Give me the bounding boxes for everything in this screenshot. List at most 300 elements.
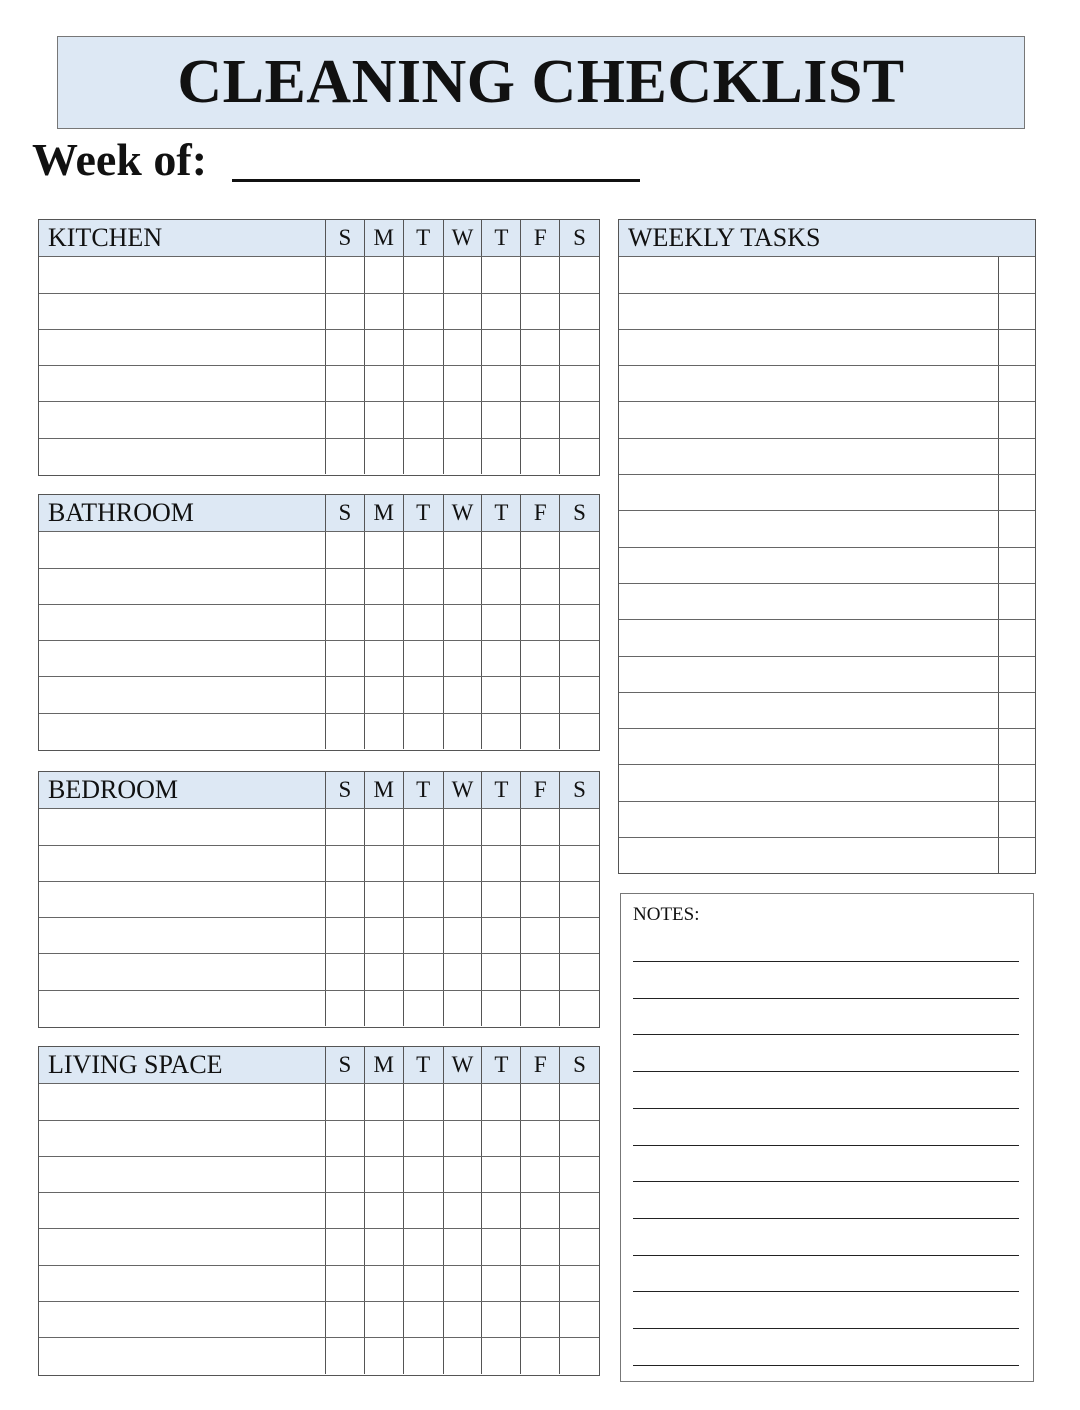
day-checkbox[interactable] <box>325 1266 364 1301</box>
day-checkbox[interactable] <box>481 1157 520 1192</box>
day-checkbox[interactable] <box>403 1266 443 1301</box>
day-checkbox[interactable] <box>364 954 403 989</box>
day-checkbox[interactable] <box>559 330 599 365</box>
day-checkbox[interactable] <box>325 991 364 1026</box>
task-row <box>39 1083 599 1119</box>
day-checkbox[interactable] <box>403 991 443 1026</box>
day-checkbox[interactable] <box>481 1302 520 1337</box>
day-checkbox[interactable] <box>325 257 364 292</box>
weekly-task-checkbox[interactable] <box>998 620 1035 655</box>
task-row <box>39 1192 599 1228</box>
week-of-label: Week of: <box>32 134 208 185</box>
day-checkbox[interactable] <box>325 605 364 640</box>
day-header: S <box>559 1047 599 1083</box>
day-checkbox[interactable] <box>364 1229 403 1264</box>
day-checkbox[interactable] <box>325 294 364 329</box>
weekly-task-field[interactable] <box>619 729 998 764</box>
day-header: W <box>443 1047 482 1083</box>
day-checkbox[interactable] <box>325 954 364 989</box>
day-checkbox[interactable] <box>520 918 559 953</box>
day-checkbox[interactable] <box>481 846 520 881</box>
weekly-task-field[interactable] <box>619 439 998 474</box>
day-checkbox[interactable] <box>403 918 443 953</box>
day-checkbox[interactable] <box>559 402 599 437</box>
day-checkbox[interactable] <box>403 402 443 437</box>
week-of-field[interactable] <box>232 179 640 182</box>
task-name-field[interactable] <box>39 714 325 749</box>
day-checkbox[interactable] <box>443 1302 482 1337</box>
day-checkbox[interactable] <box>443 1084 482 1119</box>
day-checkbox[interactable] <box>364 1193 403 1228</box>
weekly-task-field[interactable] <box>619 693 998 728</box>
day-checkbox[interactable] <box>559 439 599 474</box>
day-checkbox[interactable] <box>403 1193 443 1228</box>
day-checkbox[interactable] <box>559 1084 599 1119</box>
day-checkbox[interactable] <box>403 809 443 844</box>
day-checkbox[interactable] <box>481 439 520 474</box>
weekly-task-field[interactable] <box>619 330 998 365</box>
task-name-field[interactable] <box>39 1266 325 1301</box>
day-checkbox[interactable] <box>403 294 443 329</box>
weekly-task-checkbox[interactable] <box>998 657 1035 692</box>
task-name-field[interactable] <box>39 846 325 881</box>
day-checkbox[interactable] <box>443 714 482 749</box>
day-checkbox[interactable] <box>481 714 520 749</box>
day-checkbox[interactable] <box>364 257 403 292</box>
day-checkbox[interactable] <box>364 366 403 401</box>
task-name-field[interactable] <box>39 257 325 292</box>
task-name-field[interactable] <box>39 677 325 712</box>
day-checkbox[interactable] <box>520 1121 559 1156</box>
day-checkbox[interactable] <box>520 605 559 640</box>
task-row <box>39 808 599 844</box>
day-checkbox[interactable] <box>325 569 364 604</box>
day-checkbox[interactable] <box>559 1121 599 1156</box>
weekly-task-row <box>619 256 1035 292</box>
day-checkbox[interactable] <box>559 641 599 676</box>
day-header: M <box>364 495 403 531</box>
day-checkbox[interactable] <box>364 991 403 1026</box>
checklist-section-bathroom <box>38 494 600 751</box>
day-checkbox[interactable] <box>520 882 559 917</box>
weekly-task-checkbox[interactable] <box>998 802 1035 837</box>
day-checkbox[interactable] <box>520 954 559 989</box>
day-checkbox[interactable] <box>559 1338 599 1373</box>
day-checkbox[interactable] <box>325 641 364 676</box>
checklist-section-living-space <box>38 1046 600 1376</box>
day-header: T <box>481 220 520 256</box>
checklist-section-kitchen <box>38 219 600 476</box>
weekly-task-checkbox[interactable] <box>998 729 1035 764</box>
day-checkbox[interactable] <box>481 366 520 401</box>
day-checkbox[interactable] <box>443 809 482 844</box>
day-checkbox[interactable] <box>520 677 559 712</box>
note-line[interactable] <box>633 998 1019 999</box>
task-name-field[interactable] <box>39 330 325 365</box>
day-checkbox[interactable] <box>443 1266 482 1301</box>
day-checkbox[interactable] <box>559 918 599 953</box>
task-name-field[interactable] <box>39 1338 325 1373</box>
day-checkbox[interactable] <box>443 1338 482 1373</box>
day-checkbox[interactable] <box>481 1193 520 1228</box>
task-row <box>39 1337 599 1373</box>
weekly-task-checkbox[interactable] <box>998 548 1035 583</box>
day-checkbox[interactable] <box>364 1266 403 1301</box>
task-row <box>39 676 599 712</box>
day-checkbox[interactable] <box>403 257 443 292</box>
day-header: S <box>325 772 364 808</box>
day-checkbox[interactable] <box>325 1157 364 1192</box>
day-checkbox[interactable] <box>443 1229 482 1264</box>
day-checkbox[interactable] <box>325 402 364 437</box>
task-row <box>39 1265 599 1301</box>
note-line[interactable] <box>633 1145 1019 1146</box>
task-name-field[interactable] <box>39 402 325 437</box>
day-checkbox[interactable] <box>520 294 559 329</box>
day-checkbox[interactable] <box>559 1302 599 1337</box>
weekly-task-field[interactable] <box>619 402 998 437</box>
day-checkbox[interactable] <box>403 1302 443 1337</box>
day-checkbox[interactable] <box>403 366 443 401</box>
day-checkbox[interactable] <box>443 1157 482 1192</box>
day-checkbox[interactable] <box>364 846 403 881</box>
day-checkbox[interactable] <box>520 641 559 676</box>
day-checkbox[interactable] <box>443 991 482 1026</box>
weekly-task-checkbox[interactable] <box>998 838 1035 873</box>
day-checkbox[interactable] <box>364 918 403 953</box>
weekly-task-row <box>619 692 1035 728</box>
day-checkbox[interactable] <box>443 569 482 604</box>
day-header: S <box>559 495 599 531</box>
day-checkbox[interactable] <box>559 677 599 712</box>
day-header: S <box>559 772 599 808</box>
task-row <box>39 256 599 292</box>
day-checkbox[interactable] <box>481 1121 520 1156</box>
day-checkbox[interactable] <box>559 882 599 917</box>
day-checkbox[interactable] <box>481 677 520 712</box>
day-checkbox[interactable] <box>364 1338 403 1373</box>
day-checkbox[interactable] <box>325 1193 364 1228</box>
day-checkbox[interactable] <box>520 402 559 437</box>
day-checkbox[interactable] <box>520 366 559 401</box>
note-line[interactable] <box>633 1108 1019 1109</box>
title-banner <box>57 36 1025 129</box>
day-checkbox[interactable] <box>325 918 364 953</box>
weekly-task-row <box>619 510 1035 546</box>
day-checkbox[interactable] <box>520 1157 559 1192</box>
day-checkbox[interactable] <box>481 402 520 437</box>
day-checkbox[interactable] <box>403 439 443 474</box>
task-name-field[interactable] <box>39 532 325 567</box>
day-checkbox[interactable] <box>403 1157 443 1192</box>
day-checkbox[interactable] <box>325 439 364 474</box>
day-checkbox[interactable] <box>520 257 559 292</box>
task-row <box>39 640 599 676</box>
day-checkbox[interactable] <box>325 1229 364 1264</box>
task-name-field[interactable] <box>39 1084 325 1119</box>
note-line[interactable] <box>633 1218 1019 1219</box>
day-checkbox[interactable] <box>364 294 403 329</box>
task-name-field[interactable] <box>39 605 325 640</box>
weekly-task-field[interactable] <box>619 584 998 619</box>
task-name-field[interactable] <box>39 809 325 844</box>
day-checkbox[interactable] <box>481 882 520 917</box>
weekly-task-row <box>619 329 1035 365</box>
task-row <box>39 568 599 604</box>
day-checkbox[interactable] <box>481 330 520 365</box>
day-checkbox[interactable] <box>520 439 559 474</box>
day-checkbox[interactable] <box>559 294 599 329</box>
day-checkbox[interactable] <box>403 1084 443 1119</box>
day-checkbox[interactable] <box>364 1121 403 1156</box>
day-header: W <box>443 220 482 256</box>
day-checkbox[interactable] <box>559 366 599 401</box>
day-checkbox[interactable] <box>559 1266 599 1301</box>
task-name-field[interactable] <box>39 1229 325 1264</box>
day-checkbox[interactable] <box>364 605 403 640</box>
day-checkbox[interactable] <box>364 330 403 365</box>
day-checkbox[interactable] <box>325 677 364 712</box>
day-checkbox[interactable] <box>559 954 599 989</box>
day-checkbox[interactable] <box>559 846 599 881</box>
weekly-task-row <box>619 474 1035 510</box>
day-checkbox[interactable] <box>403 532 443 567</box>
day-checkbox[interactable] <box>481 605 520 640</box>
day-checkbox[interactable] <box>559 1193 599 1228</box>
task-name-field[interactable] <box>39 366 325 401</box>
task-name-field[interactable] <box>39 439 325 474</box>
note-line[interactable] <box>633 961 1019 962</box>
day-checkbox[interactable] <box>403 1338 443 1373</box>
task-row <box>39 917 599 953</box>
day-checkbox[interactable] <box>520 1084 559 1119</box>
task-name-field[interactable] <box>39 991 325 1026</box>
weekly-task-field[interactable] <box>619 366 998 401</box>
weekly-task-row <box>619 619 1035 655</box>
weekly-task-field[interactable] <box>619 657 998 692</box>
task-name-field[interactable] <box>39 1157 325 1192</box>
task-name-field[interactable] <box>39 882 325 917</box>
day-checkbox[interactable] <box>443 366 482 401</box>
day-checkbox[interactable] <box>403 330 443 365</box>
weekly-task-checkbox[interactable] <box>998 693 1035 728</box>
day-checkbox[interactable] <box>403 714 443 749</box>
day-checkbox[interactable] <box>325 1338 364 1373</box>
weekly-task-field[interactable] <box>619 548 998 583</box>
day-checkbox[interactable] <box>559 532 599 567</box>
task-name-field[interactable] <box>39 294 325 329</box>
task-name-field[interactable] <box>39 641 325 676</box>
day-checkbox[interactable] <box>364 439 403 474</box>
day-checkbox[interactable] <box>364 1084 403 1119</box>
day-checkbox[interactable] <box>325 1121 364 1156</box>
day-checkbox[interactable] <box>443 641 482 676</box>
day-checkbox[interactable] <box>443 677 482 712</box>
day-checkbox[interactable] <box>443 954 482 989</box>
day-checkbox[interactable] <box>443 882 482 917</box>
day-header: F <box>520 495 559 531</box>
day-checkbox[interactable] <box>403 1229 443 1264</box>
day-checkbox[interactable] <box>559 1157 599 1192</box>
day-checkbox[interactable] <box>364 677 403 712</box>
day-checkbox[interactable] <box>559 714 599 749</box>
day-checkbox[interactable] <box>403 641 443 676</box>
day-checkbox[interactable] <box>325 882 364 917</box>
day-checkbox[interactable] <box>325 809 364 844</box>
day-checkbox[interactable] <box>481 991 520 1026</box>
day-checkbox[interactable] <box>403 677 443 712</box>
day-checkbox[interactable] <box>364 532 403 567</box>
weekly-task-field[interactable] <box>619 511 998 546</box>
day-checkbox[interactable] <box>443 605 482 640</box>
weekly-task-checkbox[interactable] <box>998 257 1035 292</box>
day-checkbox[interactable] <box>559 569 599 604</box>
day-checkbox[interactable] <box>559 809 599 844</box>
day-checkbox[interactable] <box>481 1338 520 1373</box>
task-row <box>39 531 599 567</box>
day-checkbox[interactable] <box>325 366 364 401</box>
task-name-field[interactable] <box>39 954 325 989</box>
day-checkbox[interactable] <box>520 532 559 567</box>
weekly-task-field[interactable] <box>619 802 998 837</box>
task-name-field[interactable] <box>39 1121 325 1156</box>
weekly-task-field[interactable] <box>619 620 998 655</box>
day-checkbox[interactable] <box>520 1193 559 1228</box>
day-checkbox[interactable] <box>481 294 520 329</box>
day-checkbox[interactable] <box>403 605 443 640</box>
day-checkbox[interactable] <box>520 569 559 604</box>
note-line[interactable] <box>633 1365 1019 1366</box>
day-checkbox[interactable] <box>481 918 520 953</box>
day-checkbox[interactable] <box>443 330 482 365</box>
day-checkbox[interactable] <box>403 569 443 604</box>
weekly-task-checkbox[interactable] <box>998 294 1035 329</box>
day-checkbox[interactable] <box>481 1084 520 1119</box>
day-checkbox[interactable] <box>481 1266 520 1301</box>
day-checkbox[interactable] <box>443 846 482 881</box>
day-checkbox[interactable] <box>443 402 482 437</box>
day-checkbox[interactable] <box>364 641 403 676</box>
day-checkbox[interactable] <box>559 1229 599 1264</box>
day-checkbox[interactable] <box>364 882 403 917</box>
weekly-task-row <box>619 801 1035 837</box>
weekly-task-checkbox[interactable] <box>998 765 1035 800</box>
day-checkbox[interactable] <box>364 1157 403 1192</box>
day-checkbox[interactable] <box>443 918 482 953</box>
weekly-tasks-header <box>619 220 1035 256</box>
day-checkbox[interactable] <box>520 846 559 881</box>
day-checkbox[interactable] <box>325 846 364 881</box>
day-checkbox[interactable] <box>364 569 403 604</box>
task-name-field[interactable] <box>39 569 325 604</box>
day-checkbox[interactable] <box>520 1302 559 1337</box>
day-checkbox[interactable] <box>559 605 599 640</box>
note-line[interactable] <box>633 1291 1019 1292</box>
day-header: F <box>520 772 559 808</box>
day-header: T <box>481 495 520 531</box>
day-checkbox[interactable] <box>403 1121 443 1156</box>
task-name-field[interactable] <box>39 918 325 953</box>
day-checkbox[interactable] <box>325 714 364 749</box>
note-line[interactable] <box>633 1071 1019 1072</box>
day-header: T <box>403 772 443 808</box>
day-checkbox[interactable] <box>481 809 520 844</box>
day-checkbox[interactable] <box>325 1084 364 1119</box>
day-checkbox[interactable] <box>520 991 559 1026</box>
day-checkbox[interactable] <box>481 257 520 292</box>
day-checkbox[interactable] <box>481 569 520 604</box>
day-header: F <box>520 1047 559 1083</box>
day-checkbox[interactable] <box>443 439 482 474</box>
day-checkbox[interactable] <box>520 809 559 844</box>
day-checkbox[interactable] <box>364 714 403 749</box>
weekly-task-checkbox[interactable] <box>998 366 1035 401</box>
day-checkbox[interactable] <box>559 257 599 292</box>
day-checkbox[interactable] <box>520 1266 559 1301</box>
weekly-task-field[interactable] <box>619 765 998 800</box>
note-line[interactable] <box>633 1181 1019 1182</box>
weekly-task-checkbox[interactable] <box>998 511 1035 546</box>
day-checkbox[interactable] <box>443 257 482 292</box>
weekly-task-checkbox[interactable] <box>998 402 1035 437</box>
weekly-task-row <box>619 401 1035 437</box>
task-row <box>39 329 599 365</box>
weekly-task-row <box>619 728 1035 764</box>
weekly-task-field[interactable] <box>619 475 998 510</box>
day-checkbox[interactable] <box>364 809 403 844</box>
day-checkbox[interactable] <box>520 1338 559 1373</box>
day-checkbox[interactable] <box>443 1193 482 1228</box>
day-checkbox[interactable] <box>364 1302 403 1337</box>
day-checkbox[interactable] <box>325 1302 364 1337</box>
day-checkbox[interactable] <box>443 1121 482 1156</box>
day-checkbox[interactable] <box>403 882 443 917</box>
day-checkbox[interactable] <box>403 846 443 881</box>
weekly-task-checkbox[interactable] <box>998 475 1035 510</box>
day-checkbox[interactable] <box>325 532 364 567</box>
note-line[interactable] <box>633 1255 1019 1256</box>
day-checkbox[interactable] <box>481 532 520 567</box>
day-header: S <box>325 495 364 531</box>
note-line[interactable] <box>633 1328 1019 1329</box>
weekly-task-row <box>619 656 1035 692</box>
task-name-field[interactable] <box>39 1193 325 1228</box>
day-checkbox[interactable] <box>559 991 599 1026</box>
day-checkbox[interactable] <box>325 330 364 365</box>
weekly-task-field[interactable] <box>619 294 998 329</box>
weekly-task-field[interactable] <box>619 838 998 873</box>
task-row <box>39 881 599 917</box>
day-checkbox[interactable] <box>364 402 403 437</box>
day-checkbox[interactable] <box>520 1229 559 1264</box>
day-checkbox[interactable] <box>481 641 520 676</box>
weekly-task-row <box>619 365 1035 401</box>
weekly-task-field[interactable] <box>619 257 998 292</box>
day-checkbox[interactable] <box>481 954 520 989</box>
day-checkbox[interactable] <box>443 294 482 329</box>
note-line[interactable] <box>633 1034 1019 1035</box>
weekly-task-checkbox[interactable] <box>998 330 1035 365</box>
day-checkbox[interactable] <box>520 714 559 749</box>
day-checkbox[interactable] <box>443 532 482 567</box>
day-checkbox[interactable] <box>520 330 559 365</box>
day-checkbox[interactable] <box>481 1229 520 1264</box>
day-header: S <box>325 1047 364 1083</box>
weekly-task-checkbox[interactable] <box>998 584 1035 619</box>
task-name-field[interactable] <box>39 1302 325 1337</box>
weekly-task-checkbox[interactable] <box>998 439 1035 474</box>
day-checkbox[interactable] <box>403 954 443 989</box>
